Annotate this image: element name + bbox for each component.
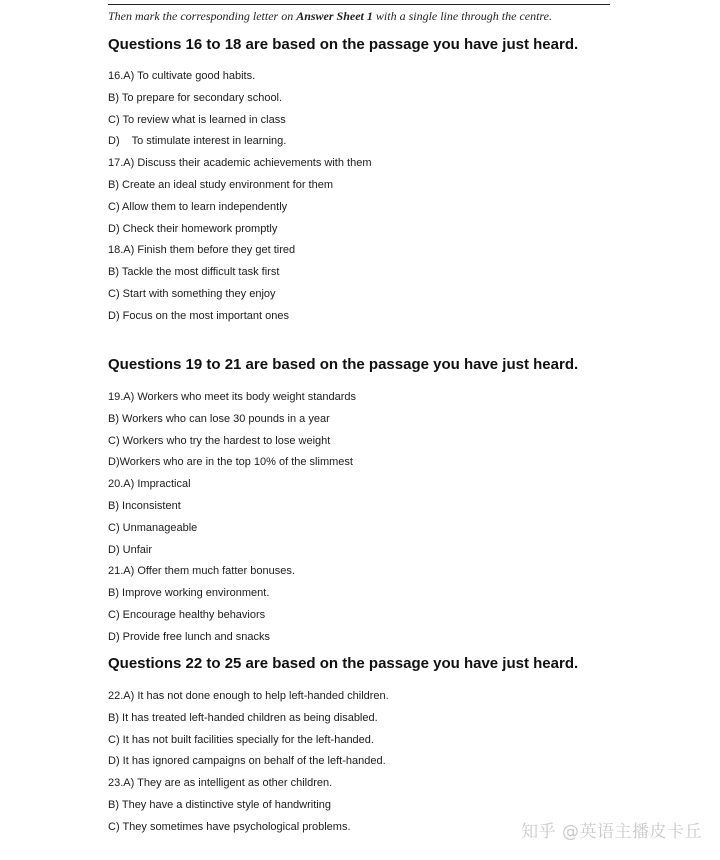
option-item: C) Allow them to learn independently (108, 200, 288, 213)
option-item: C) It has not built facilities specially for the left-handed. (108, 733, 374, 746)
instruction-line (108, 9, 552, 24)
option-item: D) It has ignored campaigns on behalf of the left-handed. (108, 755, 386, 768)
top-rule (108, 4, 610, 5)
option-item: 19.A) Workers who meet its body weight standards (108, 391, 357, 403)
option-item: 21.A) Offer them much fatter bonuses. (108, 565, 295, 578)
options-list-22-25 (108, 686, 389, 839)
instruction-text: Then mark the corresponding letter on (108, 9, 297, 23)
option-item: 17.A) Discuss their academic achievements with them (108, 157, 372, 170)
option-item: C) Encourage healthy behaviors (108, 608, 266, 621)
option-item: 20.A) Impractical (108, 478, 191, 491)
watermark: 知乎 @英语主播皮卡丘 (521, 822, 702, 842)
option-item: D) Unfair (108, 543, 153, 556)
section-heading-22-25: Questions 22 to 25 are based on the passage you have just heard. (108, 655, 579, 672)
option-item: D) Check their homework promptly (108, 222, 278, 235)
option-item: D) To stimulate interest in learning. (108, 135, 287, 148)
option-item: B) To prepare for secondary school. (108, 91, 283, 104)
section-heading-16-18: Questions 16 to 18 are based on the passage you have just heard. (108, 36, 579, 53)
option-item: B) It has treated left-handed children as being disabled. (108, 711, 378, 724)
option-item: C) Unmanageable (108, 521, 198, 534)
option-item: D) Focus on the most important ones (108, 309, 289, 322)
option-item: C) Start with something they enjoy (108, 287, 276, 300)
option-item: C) They sometimes have psychological problems. (108, 820, 351, 833)
option-item: B) They have a distinctive style of handwriting (108, 798, 331, 811)
option-item: B) Inconsistent (108, 499, 181, 512)
option-item: B) Create an ideal study environment for them (108, 178, 334, 191)
option-item: 23.A) They are as intelligent as other children. (108, 777, 333, 790)
option-item: B) Tackle the most difficult task first (108, 266, 280, 279)
option-item: B) Workers who can lose 30 pounds in a year (108, 412, 330, 425)
answer-sheet-label: Answer Sheet 1 (296, 9, 373, 23)
section-heading-19-21: Questions 19 to 21 are based on the passage you have just heard. (108, 356, 579, 373)
option-item: C) Workers who try the hardest to lose weight (108, 434, 331, 447)
options-list-19-21 (108, 387, 356, 649)
option-item: C) To review what is learned in class (108, 113, 286, 126)
option-item: D)Workers who are in the top 10% of the slimmest (108, 456, 353, 469)
option-item: B) Improve working environment. (108, 587, 270, 600)
option-item: D) Provide free lunch and snacks (108, 630, 271, 643)
option-item: 18.A) Finish them before they get tired (108, 244, 296, 257)
option-item: 16.A) To cultivate good habits. (108, 70, 256, 82)
option-item: 22.A) It has not done enough to help left-handed children. (108, 690, 389, 702)
instruction-text-end: with a single line through the centre. (372, 9, 552, 23)
options-list-16-18 (108, 66, 372, 328)
